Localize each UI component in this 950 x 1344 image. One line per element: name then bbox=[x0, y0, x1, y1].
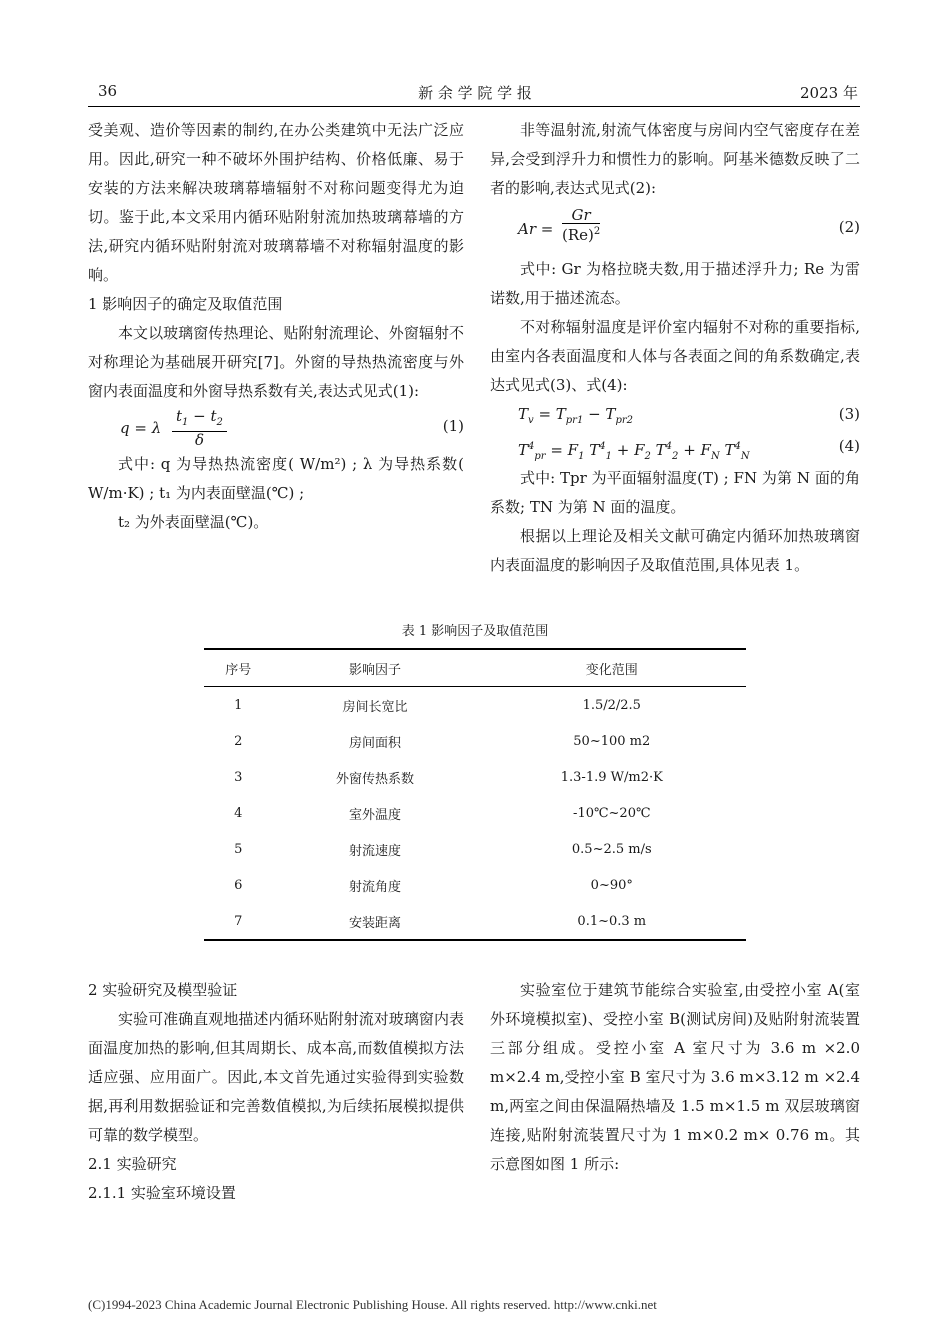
cell: 2 bbox=[234, 733, 243, 749]
paragraph: 本文以玻璃窗传热理论、贴附射流理论、外窗辐射不对称理论为基础展开研究[7]。外窗的导热热流密度与外窗内表面温度和外窗导热系数有关,表达式见式(1): bbox=[88, 324, 464, 400]
table-row bbox=[204, 723, 746, 759]
paragraph: 实验室位于建筑节能综合实验室,由受控小室 A(室外环境模拟室)、受控小室 B(测试房间)及贴附射流装置三部分组成。受控小室 A 室尺寸为 3.6 m ×2.0 m×2.4 m,受控小室 B 室尺寸为 3.6 m×3.12 m ×2.4 m,两室之间由保温隔热墙及 1.5 m×1.5 m 双层玻璃窗连接,贴附射流装置尺寸为 1 m×0.2 m× 0.76 m。其示意图如图 1 所示: bbox=[490, 981, 860, 1173]
column-header: 序号 bbox=[225, 662, 252, 678]
cell: 1 bbox=[234, 697, 243, 713]
table-row bbox=[204, 903, 746, 940]
table-row bbox=[204, 687, 746, 724]
section-heading: 1 影响因子的确定及取值范围 bbox=[88, 295, 283, 313]
paragraph: 实验可准确直观地描述内循环贴附射流对玻璃窗内表面温度加热的影响,但其周期长、成本高,而数值模拟方法适应强、应用面广。因此,本文首先通过实验得到实验数据,再利用数据验证和完善数值模拟,为后续拓展模拟提供可靠的数学模型。 bbox=[88, 1010, 464, 1144]
cell: 射流角度 bbox=[348, 879, 401, 895]
cell: 房间面积 bbox=[348, 735, 401, 751]
cell: 0~90° bbox=[590, 877, 633, 893]
column-header: 影响因子 bbox=[348, 662, 401, 678]
equation-number: (3) bbox=[838, 405, 860, 423]
cell: 7 bbox=[234, 913, 243, 929]
cell: 外窗传热系数 bbox=[335, 771, 414, 787]
fraction: $\frac{Gr}{(Re)^2}$ bbox=[562, 206, 601, 244]
subsubsection-heading: 2.1.1 实验室环境设置 bbox=[88, 1184, 236, 1202]
table-row bbox=[204, 831, 746, 867]
equation-3: $T_v = T_{pr1} - T_{pr2}$ (3) bbox=[490, 400, 860, 432]
copyright-footer: (C)1994-2023 China Academic Journal Electronic Publishing House. All rights reserved. http://www.cnki.net bbox=[88, 1297, 657, 1312]
left-column bbox=[88, 116, 464, 537]
journal-year: 2023 年 bbox=[800, 84, 858, 102]
cell: 1.5/2/2.5 bbox=[582, 697, 641, 713]
cell: 1.3-1.9 W/m2·K bbox=[560, 769, 663, 785]
paragraph: t₂ 为外表面壁温(℃)。 bbox=[118, 513, 269, 531]
paragraph: 根据以上理论及相关文献可确定内循环加热玻璃窗内表面温度的影响因子及取值范围,具体见表 1。 bbox=[490, 527, 860, 574]
cell: 射流速度 bbox=[348, 843, 401, 859]
table-row bbox=[204, 867, 746, 903]
table-row bbox=[204, 795, 746, 831]
cell: 6 bbox=[234, 877, 243, 893]
equation-number: (2) bbox=[838, 218, 860, 236]
right-column bbox=[490, 116, 860, 580]
cell: 安装距离 bbox=[348, 915, 401, 931]
equation-number: (1) bbox=[442, 417, 464, 435]
cell: 房间长宽比 bbox=[342, 699, 408, 715]
subsection-heading: 2.1 实验研究 bbox=[88, 1155, 177, 1173]
cell: 50~100 m2 bbox=[573, 733, 651, 749]
table-caption: 表 1 影响因子及取值范围 bbox=[401, 624, 549, 639]
equation-2: Ar = $\frac{Gr}{(Re)^2}$ (2) bbox=[518, 206, 860, 244]
cell: 3 bbox=[234, 769, 243, 785]
column-header: 变化范围 bbox=[585, 662, 638, 678]
cell: 5 bbox=[234, 841, 243, 857]
page-number: 36 bbox=[98, 82, 118, 100]
equation-4: $T^4_{pr} = F_1$ $T^4_1 + F_2$ $T^4_2 + F_N$ $T^4_N$ (4) bbox=[490, 432, 860, 464]
header-rule bbox=[88, 106, 860, 107]
right-column-bottom bbox=[490, 976, 860, 1179]
equation-1: q = λ $\frac{t_1 - t_2}{\delta}$ (1) bbox=[120, 407, 464, 449]
paragraph: 式中: q 为导热热流密度( W/m²) ; λ 为导热系数( W/m·K) ; t₁ 为内表面壁温(℃) ; bbox=[88, 455, 464, 502]
factor-table bbox=[204, 648, 746, 941]
table-row bbox=[204, 759, 746, 795]
paragraph: 式中: Tpr 为平面辐射温度(T) ; FN 为第 N 面的角系数; TN 为第 N 面的温度。 bbox=[490, 469, 860, 516]
paragraph: 不对称辐射温度是评价室内辐射不对称的重要指标,由室内各表面温度和人体与各表面之间的角系数确定,表达式见式(3)、式(4): bbox=[490, 318, 860, 394]
paragraph: 非等温射流,射流气体密度与房间内空气密度存在差异,会受到浮升力和惯性力的影响。阿基米德数反映了二者的影响,表达式见式(2): bbox=[490, 121, 860, 197]
table-header-row bbox=[204, 649, 746, 687]
cell: 0.5~2.5 m/s bbox=[571, 841, 652, 857]
left-column-bottom bbox=[88, 976, 464, 1208]
paragraph: 式中: Gr 为格拉晓夫数,用于描述浮升力; Re 为雷诺数,用于描述流态。 bbox=[490, 260, 860, 307]
section-heading: 2 实验研究及模型验证 bbox=[88, 981, 238, 999]
fraction: $\frac{t_1 - t_2}{\delta}$ bbox=[172, 408, 227, 448]
cell: 室外温度 bbox=[348, 807, 401, 823]
cell: 0.1~0.3 m bbox=[577, 913, 647, 929]
cell: -10℃~20℃ bbox=[573, 805, 651, 821]
cell: 4 bbox=[234, 805, 243, 821]
journal-title: 新 余 学 院 学 报 bbox=[418, 84, 532, 102]
paragraph: 受美观、造价等因素的制约,在办公类建筑中无法广泛应用。因此,研究一种不破坏外围护结构、价格低廉、易于安装的方法来解决玻璃幕墙辐射不对称问题变得尤为迫切。鉴于此,本文采用内循环贴附射流加热玻璃幕墙的方法,研究内循环贴附射流对玻璃幕墙不对称辐射温度的影响。 bbox=[88, 121, 464, 284]
equation-number: (4) bbox=[838, 437, 860, 455]
